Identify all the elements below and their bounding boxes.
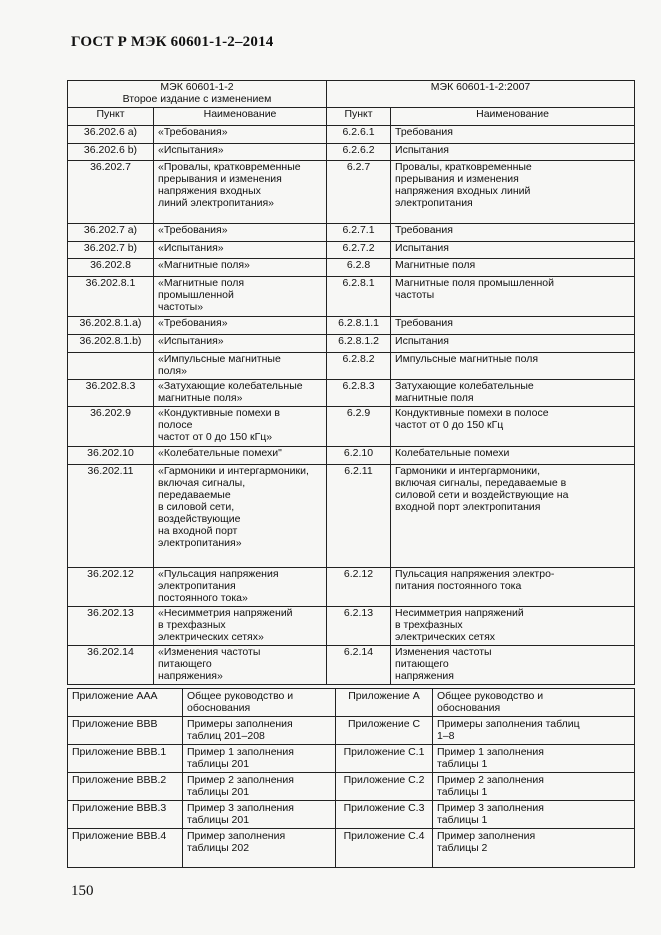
item-number-2007: 6.2.6.2 xyxy=(327,144,391,161)
appendix-id-2007: Приложение C.2 xyxy=(336,773,433,801)
item-name: «Требования» xyxy=(154,317,327,335)
item-name-2007: Колебательные помехи xyxy=(391,447,635,465)
item-name: «Гармоники и интергармоники, включая сигналы, передаваемые в силовой сети, воздействующие на входной порт электропитания» xyxy=(154,465,327,568)
appendix-row xyxy=(68,689,635,717)
page-number: 150 xyxy=(71,883,94,899)
table-row xyxy=(68,353,635,380)
column-group-iec-2007: МЭК 60601-1-2:2007 xyxy=(327,81,635,108)
table-row xyxy=(68,242,635,259)
item-number-2007: 6.2.8.2 xyxy=(327,353,391,380)
table-row xyxy=(68,380,635,407)
table-row xyxy=(68,144,635,161)
item-number xyxy=(68,353,154,380)
item-name: «Затухающие колебательные магнитные поля» xyxy=(154,380,327,407)
appendix-row xyxy=(68,717,635,745)
appendix-id-2007: Приложение C xyxy=(336,717,433,745)
table-row xyxy=(68,317,635,335)
appendix-table xyxy=(67,688,635,868)
table-row xyxy=(68,447,635,465)
item-number: 36.202.8.1.a) xyxy=(68,317,154,335)
item-number-2007: 6.2.8.1.2 xyxy=(327,335,391,353)
item-number: 36.202.10 xyxy=(68,447,154,465)
item-name-2007: Изменения частоты питающего напряжения xyxy=(391,646,635,685)
item-name-2007: Затухающие колебательные магнитные поля xyxy=(391,380,635,407)
item-name-2007: Требования xyxy=(391,224,635,242)
appendix-title: Пример заполнения таблицы 202 xyxy=(183,829,336,868)
item-name-2007: Испытания xyxy=(391,335,635,353)
item-name: «Импульсные магнитные поля» xyxy=(154,353,327,380)
item-number: 36.202.9 xyxy=(68,407,154,447)
item-name: «Испытания» xyxy=(154,144,327,161)
item-name: «Испытания» xyxy=(154,335,327,353)
item-name-2007: Требования xyxy=(391,317,635,335)
item-number-2007: 6.2.7 xyxy=(327,161,391,224)
appendix-title: Пример 2 заполнения таблицы 201 xyxy=(183,773,336,801)
item-number-2007: 6.2.8.1.1 xyxy=(327,317,391,335)
table-row xyxy=(68,126,635,144)
item-name: «Провалы, кратковременные прерывания и изменения напряжения входных линий электропитания» xyxy=(154,161,327,224)
appendix-row xyxy=(68,801,635,829)
item-number: 36.202.6 a) xyxy=(68,126,154,144)
item-name-2007: Требования xyxy=(391,126,635,144)
appendix-title: Пример 3 заполнения таблицы 201 xyxy=(183,801,336,829)
column-header-item-2007: Пункт xyxy=(327,108,391,126)
item-name: «Испытания» xyxy=(154,242,327,259)
table-row xyxy=(68,335,635,353)
item-name-2007: Пульсация напряжения электро- питания постоянного тока xyxy=(391,568,635,607)
appendix-row xyxy=(68,829,635,868)
appendix-title-2007: Пример 2 заполнения таблицы 1 xyxy=(433,773,635,801)
appendix-title-2007: Пример 3 заполнения таблицы 1 xyxy=(433,801,635,829)
item-number-2007: 6.2.14 xyxy=(327,646,391,685)
item-name-2007: Несимметрия напряжений в трехфазных электрических сетях xyxy=(391,607,635,646)
item-number: 36.202.6 b) xyxy=(68,144,154,161)
item-number: 36.202.14 xyxy=(68,646,154,685)
item-number: 36.202.8.3 xyxy=(68,380,154,407)
item-number-2007: 6.2.9 xyxy=(327,407,391,447)
item-name-2007: Гармоники и интергармоники, включая сигналы, передаваемые в силовой сети и воздействующие на входной порт электропитания xyxy=(391,465,635,568)
item-name: «Изменения частоты питающего напряжения» xyxy=(154,646,327,685)
item-number: 36.202.13 xyxy=(68,607,154,646)
appendix-title-2007: Общее руководство и обоснования xyxy=(433,689,635,717)
item-number: 36.202.11 xyxy=(68,465,154,568)
appendix-id-2007: Приложение C.4 xyxy=(336,829,433,868)
item-number-2007: 6.2.6.1 xyxy=(327,126,391,144)
appendix-title-2007: Пример 1 заполнения таблицы 1 xyxy=(433,745,635,773)
document-header: ГОСТ Р МЭК 60601-1-2–2014 xyxy=(71,34,274,50)
table-row xyxy=(68,224,635,242)
item-number: 36.202.12 xyxy=(68,568,154,607)
appendix-title: Примеры заполнения таблиц 201–208 xyxy=(183,717,336,745)
item-name-2007: Магнитные поля xyxy=(391,259,635,277)
table-row xyxy=(68,465,635,568)
item-name: «Несимметрия напряжений в трехфазных электрических сетях» xyxy=(154,607,327,646)
item-number-2007: 6.2.12 xyxy=(327,568,391,607)
item-number-2007: 6.2.10 xyxy=(327,447,391,465)
item-number-2007: 6.2.7.1 xyxy=(327,224,391,242)
appendix-id: Приложение BBB.3 xyxy=(68,801,183,829)
item-name: «Магнитные поля промышленной частоты» xyxy=(154,277,327,317)
item-number: 36.202.8.1 xyxy=(68,277,154,317)
item-number-2007: 6.2.8.1 xyxy=(327,277,391,317)
item-name-2007: Импульсные магнитные поля xyxy=(391,353,635,380)
appendix-id-2007: Приложение A xyxy=(336,689,433,717)
column-header-name: Наименование xyxy=(154,108,327,126)
comparison-table xyxy=(67,80,635,685)
appendix-id: Приложение BBB xyxy=(68,717,183,745)
item-number-2007: 6.2.7.2 xyxy=(327,242,391,259)
item-name-2007: Магнитные поля промышленной частоты xyxy=(391,277,635,317)
item-name: «Колебательные помехи" xyxy=(154,447,327,465)
item-name-2007: Испытания xyxy=(391,242,635,259)
appendix-row xyxy=(68,773,635,801)
appendix-id: Приложение BBB.1 xyxy=(68,745,183,773)
item-name-2007: Провалы, кратковременные прерывания и изменения напряжения входных линий электропитания xyxy=(391,161,635,224)
item-number-2007: 6.2.13 xyxy=(327,607,391,646)
column-header-item: Пункт xyxy=(68,108,154,126)
column-group-iec-second-edition: МЭК 60601-1-2 Второе издание с изменением xyxy=(68,81,327,108)
table-row xyxy=(68,407,635,447)
item-name-2007: Кондуктивные помехи в полосе частот от 0 до 150 кГц xyxy=(391,407,635,447)
table-row xyxy=(68,277,635,317)
table-row xyxy=(68,161,635,224)
table-row xyxy=(68,607,635,646)
table-row xyxy=(68,259,635,277)
table-row xyxy=(68,568,635,607)
item-number: 36.202.7 b) xyxy=(68,242,154,259)
appendix-id: Приложение AAA xyxy=(68,689,183,717)
appendix-title: Общее руководство и обоснования xyxy=(183,689,336,717)
item-name-2007: Испытания xyxy=(391,144,635,161)
item-number: 36.202.8 xyxy=(68,259,154,277)
table-row xyxy=(68,646,635,685)
appendix-title-2007: Пример заполнения таблицы 2 xyxy=(433,829,635,868)
appendix-title-2007: Примеры заполнения таблиц 1–8 xyxy=(433,717,635,745)
appendix-id-2007: Приложение C.3 xyxy=(336,801,433,829)
item-name: «Требования» xyxy=(154,224,327,242)
item-name: «Кондуктивные помехи в полосе частот от 0 до 150 кГц» xyxy=(154,407,327,447)
appendix-row xyxy=(68,745,635,773)
item-number-2007: 6.2.8.3 xyxy=(327,380,391,407)
item-name: «Пульсация напряжения электропитания постоянного тока» xyxy=(154,568,327,607)
appendix-id-2007: Приложение C.1 xyxy=(336,745,433,773)
item-name: «Требования» xyxy=(154,126,327,144)
item-number: 36.202.7 a) xyxy=(68,224,154,242)
item-number: 36.202.7 xyxy=(68,161,154,224)
appendix-id: Приложение BBB.2 xyxy=(68,773,183,801)
item-number-2007: 6.2.11 xyxy=(327,465,391,568)
item-number: 36.202.8.1.b) xyxy=(68,335,154,353)
item-name: «Магнитные поля» xyxy=(154,259,327,277)
appendix-title: Пример 1 заполнения таблицы 201 xyxy=(183,745,336,773)
column-header-name-2007: Наименование xyxy=(391,108,635,126)
item-number-2007: 6.2.8 xyxy=(327,259,391,277)
appendix-id: Приложение BBB.4 xyxy=(68,829,183,868)
